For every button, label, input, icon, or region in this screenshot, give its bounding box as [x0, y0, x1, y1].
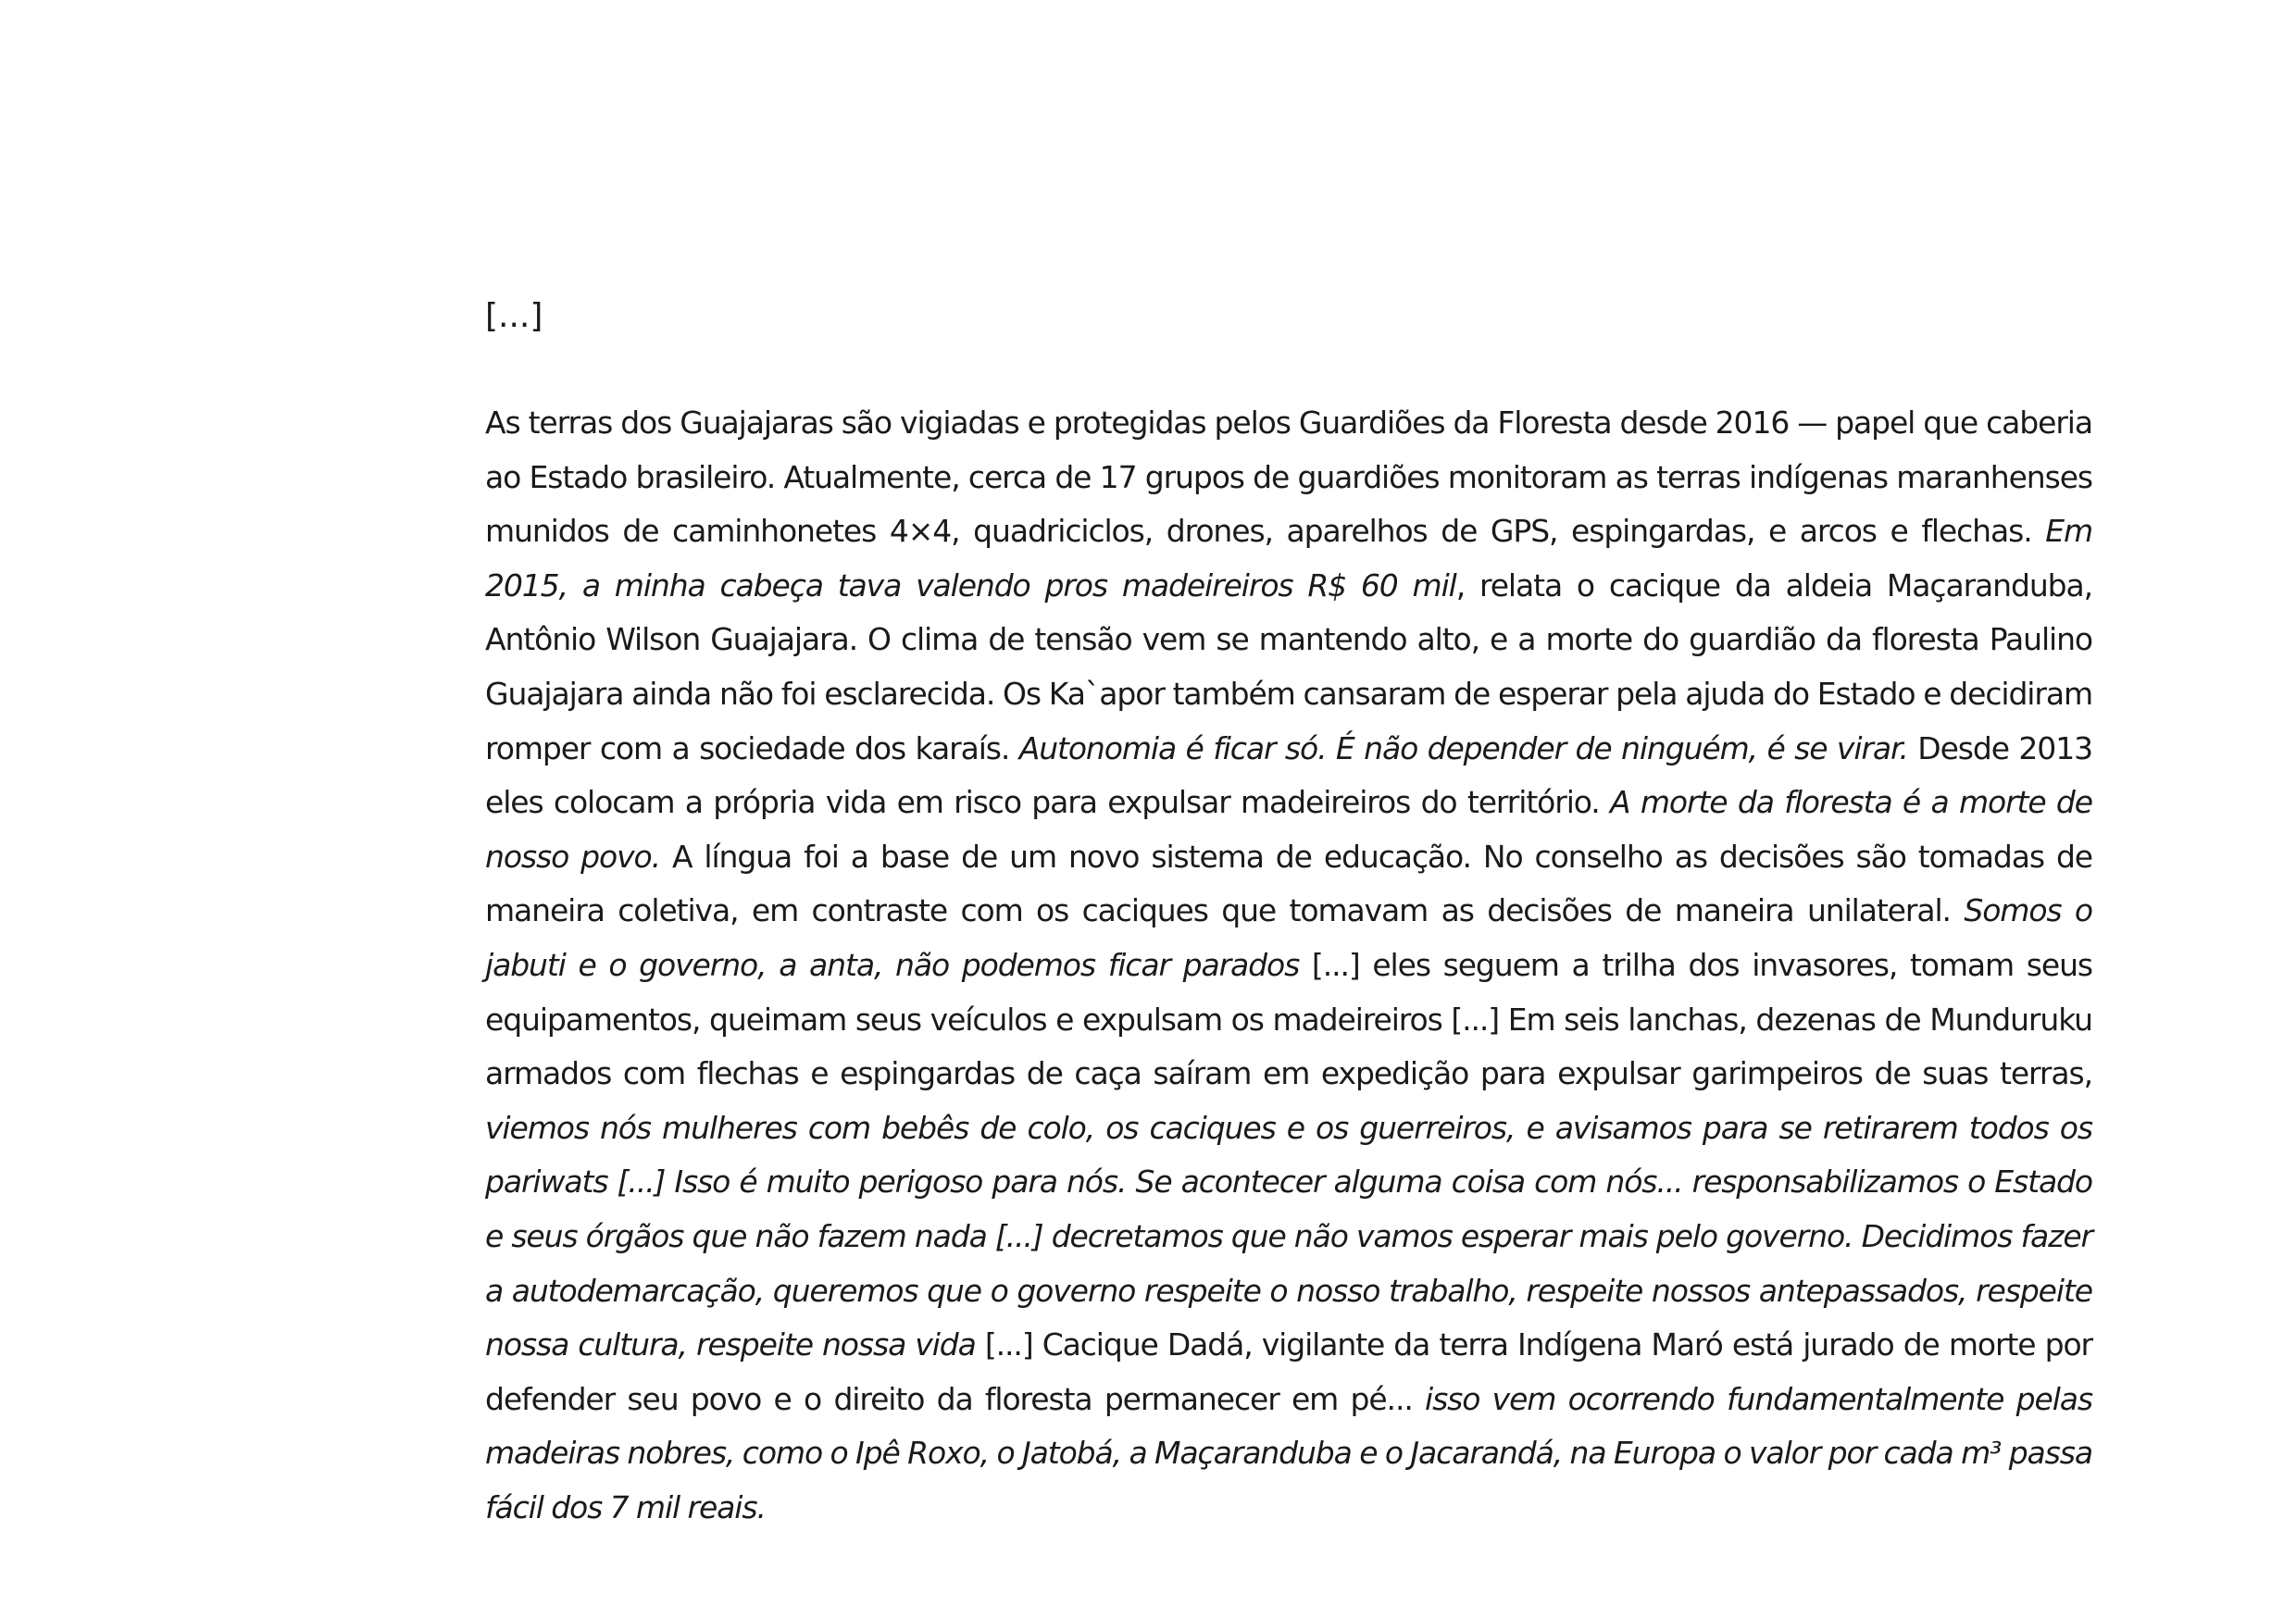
narrative-text: , relata o cacique da aldeia Maçaranduba, Antônio Wilson Guajajara. O clima de tensão vem se mantendo alto, e a morte do guardião da floresta Paulino Guajajara ainda não foi esclarecida. Os Ka`apor também cansaram de esperar pela ajuda do Estado e decidiram romper com a sociedade dos karaís.: [485, 566, 2092, 766]
quoted-speech-italic: Autonomia é ficar só. É não depender de ninguém, é se virar.: [1018, 729, 1908, 766]
quoted-speech-italic: isso vem ocorrendo fundamentalmente pelas madeiras nobres, como o Ipê Roxo, o Jatobá, a Maçaranduba e o Jacarandá, na Europa o valor por cada m³ passa fácil dos 7 mil reais.: [485, 1380, 2092, 1525]
narrative-text: [...] Cacique Dadá, vigilante da terra Indígena Maró está jurado de morte por defender seu povo e o direito da floresta permanecer em pé...: [485, 1326, 2093, 1417]
quoted-speech-italic: A morte da floresta é a morte de nosso povo.: [485, 784, 2092, 875]
narrative-text: A língua foi a base de um novo sistema de educação. No conselho as decisões são tomadas de maneira coletiva, em contraste com os caciques que tomavam as decisões de maneira unilateral.: [485, 838, 2092, 929]
quoted-speech-italic: Em 2015, a minha cabeça tava valendo pros madeireiros R$ 60 mil: [485, 513, 2092, 604]
quoted-speech-italic: Somos o jabuti e o governo, a anta, não podemos ficar parados: [485, 892, 2092, 983]
body-paragraph: [485, 396, 2092, 1535]
narrative-text: As terras dos Guajajaras são vigiadas e protegidas pelos Guardiões da Floresta desde 2016 — papel que caberia ao Estado brasileiro. Atualmente, cerca de 17 grupos de guardiões monitoram as terras indígenas maranhenses munidos de caminhonetes 4×4, quadriciclos, drones, aparelhos de GPS, espingardas, e arcos e flechas.: [485, 404, 2092, 550]
quoted-speech-italic: viemos nós mulheres com bebês de colo, os caciques e os guerreiros, e avisamos para se retirarem todos os pariwats [...] Isso é muito perigoso para nós. Se acontecer alguma coisa com nós... responsabilizamos o Estado e seus órgãos que não fazem nada [...] decretamos que não vamos esperar mais pelo governo. Decidimos fazer a autodemarcação, queremos que o governo respeite o nosso trabalho, respeite nossos antepassados, respeite nossa cultura, respeite nossa vida: [485, 1109, 2092, 1363]
narrative-text: [...] eles seguem a trilha dos invasores, tomam seus equipamentos, queimam seus veículos e expulsam os madeireiros [...] Em seis lanchas, dezenas de Munduruku armados com flechas e espingardas de caça saíram em expedição para expulsar garimpeiros de suas terras,: [485, 946, 2092, 1092]
narrative-text: Desde 2013 eles colocam a própria vida em risco para expulsar madeireiros do território.: [485, 729, 2092, 821]
omission-marker: [...]: [485, 297, 543, 335]
